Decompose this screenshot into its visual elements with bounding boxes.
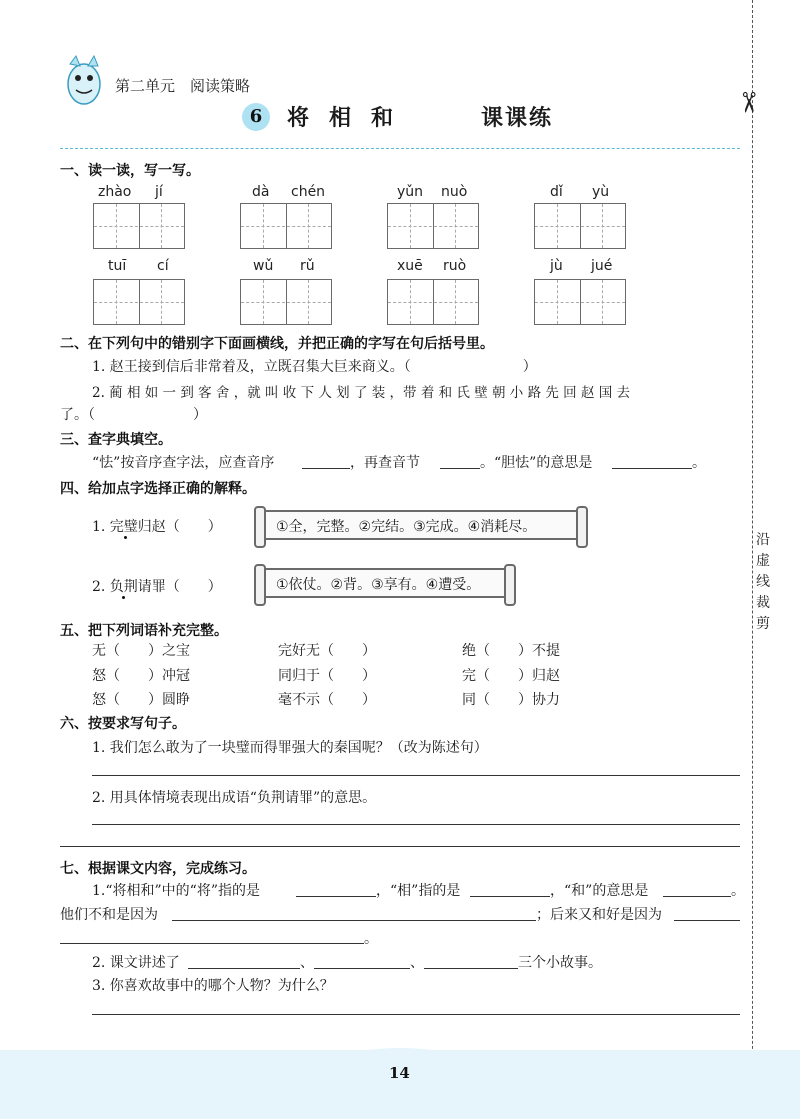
idiom-item: 同归于（ ） (278, 668, 376, 684)
page-number: 14 (389, 1064, 410, 1082)
pinyin: tuī (108, 258, 127, 274)
question-3-part-d: 。 (692, 455, 706, 471)
question-2-2: 2. 蔺 相 如 一 到 客 舍 ，就 叫 收 下 人 划 了 装 ，带 着 和 氏 壁 朝 小 路 先 回 赵 国 去 (92, 385, 631, 401)
pinyin: nuò (441, 184, 468, 200)
idiom-item: 怒（ ）圆睁 (92, 692, 190, 708)
question-3-part-a: “怯”按音序查字法，应查音序 (92, 455, 275, 471)
answer-line[interactable] (92, 824, 740, 825)
pinyin: yǔn (397, 184, 424, 200)
section7-title: 七、根据课文内容，完成练习。 (60, 861, 256, 877)
pinyin: jué (591, 258, 613, 274)
question-6-2: 2. 用具体情境表现出成语“负荆请罪”的意思。 (92, 790, 377, 806)
idiom-item: 无（ ）之宝 (92, 643, 190, 659)
answer-line[interactable] (92, 1014, 740, 1015)
pinyin: wǔ (253, 258, 274, 274)
question-3-part-c: 。“胆怯”的意思是 (480, 455, 593, 471)
question-3-part-b: ，再查音节 (350, 455, 420, 471)
answer-line[interactable] (424, 968, 518, 969)
question-7-1-c: ，“和”的意思是 (550, 883, 649, 899)
lesson-number-badge: 6 (242, 103, 270, 131)
idiom-item: 怒（ ）冲冠 (92, 668, 190, 684)
section2-title: 二、在下列句中的错别字下面画横线，并把正确的字写在句后括号里。 (60, 336, 494, 352)
pinyin: dǐ (550, 184, 563, 200)
question-7-1-g: 。 (364, 931, 378, 947)
exercise-label: 课课练 (481, 105, 554, 131)
question-7-2-b: 、 (300, 955, 314, 971)
question-4-2: 2. 负荆请罪（ ） (92, 579, 222, 595)
question-7-1-d: 。 (731, 883, 745, 899)
options-scroll-1: ①全，完整。②完结。③完成。④消耗尽。 (262, 510, 580, 540)
answer-line[interactable] (172, 920, 536, 921)
question-7-1-a: 1.“将相和”中的“将”指的是 (92, 883, 260, 899)
options-scroll-2: ①依仗。②背。③享有。④遭受。 (262, 568, 508, 598)
pinyin: cí (157, 258, 169, 274)
writing-grid[interactable] (387, 203, 479, 249)
writing-grid[interactable] (93, 279, 185, 325)
answer-line[interactable] (302, 468, 350, 469)
writing-grid[interactable] (240, 279, 332, 325)
pinyin: rǔ (300, 258, 315, 274)
question-7-3: 3. 你喜欢故事中的哪个人物？为什么？ (92, 978, 334, 994)
idiom-item: 完（ ）归赵 (462, 668, 560, 684)
question-7-1-e: 他们不和是因为 (60, 907, 158, 923)
idiom-item: 同（ ）协力 (462, 692, 560, 708)
writing-grid[interactable] (93, 203, 185, 249)
question-7-1-b: ，“相”指的是 (376, 883, 461, 899)
question-7-2-d: 三个小故事。 (518, 955, 602, 971)
answer-line[interactable] (60, 846, 740, 847)
section1-title: 一、读一读，写一写。 (60, 163, 200, 179)
question-7-2-c: 、 (410, 955, 424, 971)
emphasis-dot (122, 596, 125, 599)
question-2-2-cont: 了。（ ） (60, 407, 207, 423)
answer-line[interactable] (674, 920, 740, 921)
answer-line[interactable] (314, 968, 410, 969)
pinyin: ruò (443, 258, 467, 274)
cut-dashed-line (752, 0, 753, 1119)
pinyin: yù (592, 184, 610, 200)
question-2-1: 1. 赵王接到信后非常着及，立既召集大巨来商义。（ ） (92, 359, 537, 375)
writing-grid[interactable] (534, 279, 626, 325)
idiom-item: 绝（ ）不提 (462, 643, 560, 659)
mascot-icon (60, 52, 108, 110)
answer-line[interactable] (60, 943, 364, 944)
lesson-title: 将相和 (287, 105, 414, 131)
answer-line[interactable] (296, 896, 376, 897)
answer-line[interactable] (470, 896, 550, 897)
idiom-item: 完好无（ ） (278, 643, 376, 659)
emphasis-dot (124, 536, 127, 539)
question-6-1: 1. 我们怎么敢为了一块璧而得罪强大的秦国呢？（改为陈述句） (92, 740, 488, 756)
section5-title: 五、把下列词语补充完整。 (60, 623, 228, 639)
answer-line[interactable] (440, 468, 480, 469)
cut-hint: 沿虚线裁剪 (756, 532, 770, 632)
pinyin: jí (155, 184, 163, 200)
question-4-1: 1. 完璧归赵（ ） (92, 519, 222, 535)
unit-title: 第二单元 阅读策略 (115, 77, 251, 95)
section6-title: 六、按要求写句子。 (60, 716, 186, 732)
pinyin: dà (252, 184, 270, 200)
pinyin: zhào (98, 184, 132, 200)
scissors-icon: ✂ (732, 90, 766, 115)
idiom-item: 毫不示（ ） (278, 692, 376, 708)
pinyin: chén (291, 184, 326, 200)
section3-title: 三、查字典填空。 (60, 432, 172, 448)
pinyin: xuē (397, 258, 423, 274)
writing-grid[interactable] (240, 203, 332, 249)
writing-grid[interactable] (387, 279, 479, 325)
header-divider (60, 148, 740, 149)
answer-line[interactable] (188, 968, 300, 969)
question-7-1-f: ；后来又和好是因为 (536, 907, 662, 923)
question-7-2-a: 2. 课文讲述了 (92, 955, 180, 971)
pinyin: jù (550, 258, 563, 274)
writing-grid[interactable] (534, 203, 626, 249)
section4-title: 四、给加点字选择正确的解释。 (60, 481, 256, 497)
answer-line[interactable] (663, 896, 731, 897)
answer-line[interactable] (612, 468, 692, 469)
answer-line[interactable] (92, 775, 740, 776)
